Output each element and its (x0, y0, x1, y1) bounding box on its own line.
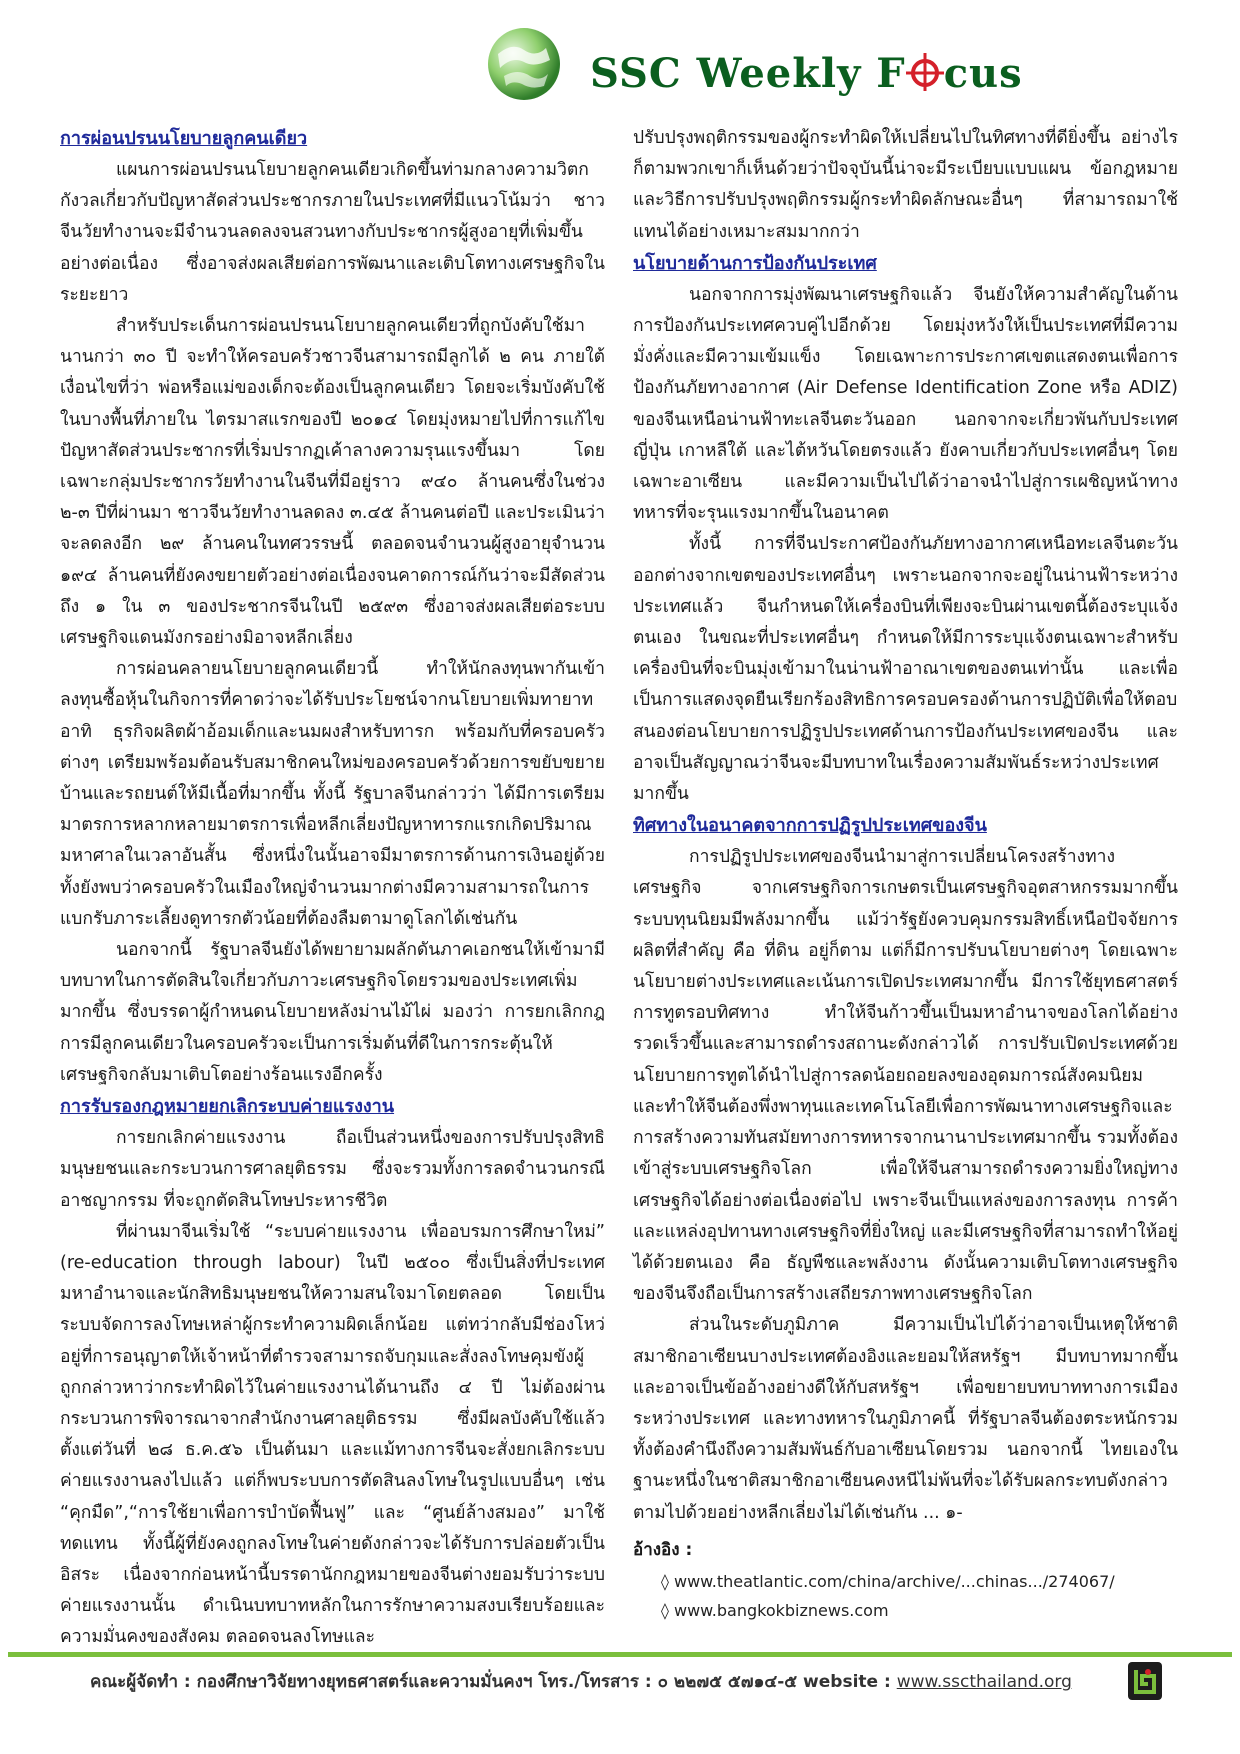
website-link[interactable]: www.sscthailand.org (896, 1672, 1072, 1692)
paragraph: การปฏิรูปประเทศของจีนนำมาสู่การเปลี่ยนโครงสร้างทางเศรษฐกิจ จากเศรษฐกิจการเกษตรเป็นเศรษฐกิจอุตสาหกรรมมากขึ้น ระบบทุนนิยมมีพลังมากขึ้น แม้ว่ารัฐยังควบคุมกรรมสิทธิ์เหนือปัจจัยการผลิตที่สำคัญ คือ ที่ดิน อยู่ก็ตาม แต่ก็มีการปรับนโยบายต่างๆ โดยเฉพาะนโยบายต่างประเทศและเน้นการเปิดประเทศมากขึ้น มีการใช้ยุทธศาสตร์การทูตรอบทิศทาง ทำให้จีนก้าวขึ้นเป็นมหาอำนาจของโลกได้อย่างรวดเร็วขึ้นและสามารถดำรงสถานะดังกล่าวได้ การปรับเปิดประเทศด้วยนโยบายการทูตได้นำไปสู่การลดน้อยถอยลงของอุดมการณ์สังคมนิยม และทำให้จีนต้องพึ่งพาทุนและเทคโนโลยีเพื่อการพัฒนาทางเศรษฐกิจและการสร้างความทันสมัยทางการทหารจากนานาประเทศมากขึ้น รวมทั้งต้องเข้าสู่ระบบเศรษฐกิจโลก เพื่อให้จีนสามารถดำรงความยิ่งใหญ่ทางเศรษฐกิจได้อย่างต่อเนื่องต่อไป เพราะจีนเป็นแหล่งของการลงทุน การค้า และแหล่งอุปทานทางเศรษฐกิจที่ยิ่งใหญ่ และมีเศรษฐกิจที่สามารถทำให้อยู่ได้ด้วยตนเอง คือ ธัญพืชและพลังงาน ดังนั้นความเติบโตทางเศรษฐกิจของจีนจึงถือเป็นการสร้างเสถียรภาพทางเศรษฐกิจโลก (633, 847, 1178, 1305)
crosshair-target-icon (906, 51, 944, 91)
masthead (480, 20, 1180, 110)
globe-logo (484, 24, 564, 104)
section-title-defense-policy: นโยบายด้านการป้องกันประเทศ (633, 252, 877, 274)
references-title: อ้างอิง : (633, 1539, 693, 1560)
footer-divider (8, 1652, 1232, 1657)
paragraph: การผ่อนคลายนโยบายลูกคนเดียวนี้ ทำให้นักลงทุนพากันเข้าลงทุนซื้อหุ้นในกิจการที่คาดว่าจะได้รับประโยชน์จากนโยบายเพิ่มทายาท อาทิ ธุรกิจผลิตผ้าอ้อมเด็กและนมผงสำหรับทารก พร้อมกับที่ครอบครัวต่างๆ เตรียมพร้อมต้อนรับสมาชิกคนใหม่ของครอบครัวด้วยการขยับขยายบ้านและรถยนต์ให้มีเนื้อที่มากขึ้น ทั้งนี้ รัฐบาลจีนกล่าวว่า ได้มีการเตรียมมาตรการหลากหลายมาตรการเพื่อหลีกเลี่ยงปัญหาทารกแรกเกิดปริมาณมหาศาลในเวลาอันสั้น ซึ่งหนึ่งในนั้นอาจมีมาตรการด้านการเงินอยู่ด้วย ทั้งยังพบว่าครอบครัวในเมืองใหญ่จำนวนมากต่างมีความสามารถในการแบกรับภาระเลี้ยงดูทารกตัวน้อยที่ต้องลืมตามาดูโลกได้เช่นกัน (60, 659, 605, 929)
reference-link[interactable]: ◊ www.bangkokbiznews.com (661, 1600, 889, 1620)
paragraph: แผนการผ่อนปรนนโยบายลูกคนเดียวเกิดขึ้นท่ามกลางความวิตกกังวลเกี่ยวกับปัญหาสัดส่วนประชากรภายในประเทศที่มีแนวโน้มว่า ชาวจีนวัยทำงานจะมีจำนวนลดลงจนสวนทางกับประชากรผู้สูงอายุที่เพิ่มขึ้นอย่างต่อเนื่อง ซึ่งอาจส่งผลเสียต่อการพัฒนาและเติบโตทางเศรษฐกิจในระยะยาว (60, 160, 605, 305)
left-column (60, 123, 605, 1654)
brand-title-start: SSC Weekly F (590, 50, 906, 97)
ssc-logo-icon (1128, 1662, 1162, 1700)
brand-title (590, 50, 1023, 97)
paragraph: ที่ผ่านมาจีนเริ่มใช้ “ระบบค่ายแรงงาน เพื่ออบรมการศึกษาใหม่” (re-education through labour) ในปี ๒๕๐๐ ซึ่งเป็นสิ่งที่ประเทศมหาอำนาจและนักสิทธิมนุษยชนให้ความสนใจมาโดยตลอด โดยเป็นระบบจัดการลงโทษเหล่าผู้กระทำความผิดเล็กน้อย แต่ทว่ากลับมีช่องโหว่อยู่ที่การอนุญาตให้เจ้าหน้าที่ตำรวจสามารถจับกุมและสั่งลงโทษคุมขังผู้ถูกกล่าวหาว่ากระทำผิดไว้ในค่ายแรงงานได้นานถึง ๔ ปี ไม่ต้องผ่านกระบวนการพิจารณาจากสำนักงานศาลยุติธรรม ซึ่งมีผลบังคับใช้แล้วตั้งแต่วันที่ ๒๘ ธ.ค.๕๖ เป็นต้นมา และแม้ทางการจีนจะสั่งยกเลิกระบบค่ายแรงงานลงไปแล้ว แต่ก็พบระบบการตัดสินลงโทษในรูปแบบอื่นๆ เช่น “คุกมืด”,“การใช้ยาเพื่อการบำบัดฟื้นฟู” และ “ศูนย์ล้างสมอง” มาใช้ทดแทน ทั้งนี้ผู้ที่ยังคงถูกลงโทษในค่ายดังกล่าวจะได้รับการปล่อยตัวเป็นอิสระ เนื่องจากก่อนหน้านี้บรรดานักกฎหมายของจีนต่างยอมรับว่าระบบค่ายแรงงานนั้น ดำเนินบทบาทหลักในการรักษาความสงบเรียบร้อยและความมั่นคงของสังคม ตลอดจนลงโทษและ (60, 1221, 605, 1648)
footer (90, 1668, 1140, 1695)
paragraph: ส่วนในระดับภูมิภาค มีความเป็นไปได้ว่าอาจเป็นเหตุให้ชาติสมาชิกอาเซียนบางประเทศต้องอิงและยอมให้สหรัฐฯ มีบทบาทมากขึ้นและอาจเป็นข้ออ้างอย่างดีให้กับสหรัฐฯ เพื่อขยายบทบาททางการเมืองระหว่างประเทศ และทางทหารในภูมิภาคนี้ ที่รัฐบาลจีนต้องตระหนักรวมทั้งต้องคำนึงถึงความสัมพันธ์กับอาเซียนโดยรวม นอกจากนี้ ไทยเองในฐานะหนึ่งในชาติสมาชิกอาเซียนคงหนีไม่พ้นที่จะได้รับผลกระทบดังกล่าวตามไปด้วยอย่างหลีกเลี่ยงไม่ได้เช่นกัน ... ๑- (633, 1315, 1178, 1523)
paragraph: การยกเลิกค่ายแรงงาน ถือเป็นส่วนหนึ่งของการปรับปรุงสิทธิมนุษยชนและกระบวนการศาลยุติธรรม ซึ่งจะรวมทั้งการลดจำนวนกรณีอาชญากรรม ที่จะถูกตัดสินโทษประหารชีวิต (60, 1128, 605, 1211)
paragraph: ทั้งนี้ การที่จีนประกาศป้องกันภัยทางอากาศเหนือทะเลจีนตะวันออกต่างจากเขตของประเทศอื่นๆ เพราะนอกจากจะอยู่ในน่านฟ้าระหว่างประเทศแล้ว จีนกำหนดให้เครื่องบินที่เพียงจะบินผ่านเขตนี้ต้องระบุแจ้งตนเอง ในขณะที่ประเทศอื่นๆ กำหนดให้มีการระบุแจ้งตนเฉพาะสำหรับเครื่องบินที่จะบินมุ่งเข้ามาในน่านฟ้าอาณาเขตของตนเท่านั้น และเพื่อเป็นการแสดงจุดยืนเรียกร้องสิทธิการครอบครองด้านการปฏิบัติเพื่อให้ตอบสนองต่อนโยบายการปฏิรูปประเทศด้านการป้องกันประเทศของจีน และอาจเป็นสัญญาณว่าจีนจะมีบทบาทในเรื่องความสัมพันธ์ระหว่างประเทศมากขึ้น (633, 534, 1178, 805)
section-title-one-child-relaxation: การผ่อนปรนนโยบายลูกคนเดียว (60, 128, 308, 149)
brand-title-end: cus (943, 50, 1023, 97)
footer-credits: คณะผู้จัดทำ : กองศึกษาวิจัยทางยุทธศาสตร์และความมั่นคงฯ โทร./โทรสาร : ๐ ๒๒๗๕ ๕๗๑๔-๕ website : (90, 1672, 897, 1692)
paragraph: นอกจากการมุ่งพัฒนาเศรษฐกิจแล้ว จีนยังให้ความสำคัญในด้านการป้องกันประเทศควบคู่ไปอีกด้วย โดยมุ่งหวังให้เป็นประเทศที่มีความมั่งคั่งและมีความเข้มแข็ง โดยเฉพาะการประกาศเขตแสดงตนเพื่อการป้องกันภัยทางอากาศ (Air Defense Identification Zone หรือ ADIZ) ของจีนเหนือน่านฟ้าทะเลจีนตะวันออก นอกจากจะเกี่ยวพันกับประเทศญี่ปุ่น เกาหลีใต้ และไต้หวันโดยตรงแล้ว ยังคาบเกี่ยวกับประเทศอื่นๆ โดยเฉพาะอาเซียน และมีความเป็นไปได้ว่าอาจนำไปสู่การเผชิญหน้าทางทหารที่จะรุนแรงมากขึ้นในอนาคต (633, 284, 1178, 524)
right-column (633, 123, 1178, 1625)
paragraph: นอกจากนี้ รัฐบาลจีนยังได้พยายามผลักดันภาคเอกชนให้เข้ามามีบทบาทในการตัดสินใจเกี่ยวกับภาวะเศรษฐกิจโดยรวมของประเทศเพิ่มมากขึ้น ซึ่งบรรดาผู้กำหนดนโยบายหลังม่านไม้ไผ่ มองว่า การยกเลิกกฎการมีลูกคนเดียวในครอบครัวจะเป็นการเริ่มต้นที่ดีในการกระตุ้นให้เศรษฐกิจกลับมาเติบโตอย่างร้อนแรงอีกครั้ง (60, 940, 605, 1085)
section-title-labour-camp: การรับรองกฎหมายยกเลิกระบบค่ายแรงงาน (60, 1096, 395, 1118)
reference-link[interactable]: ◊ www.theatlantic.com/china/archive/...chinas.../274067/ (661, 1571, 1115, 1591)
paragraph-continued: ปรับปรุงพฤติกรรมของผู้กระทำผิดให้เปลี่ยนไปในทิศทางที่ดียิ่งขึ้น อย่างไรก็ตามพวกเขาก็เห็นด้วยว่าปัจจุบันนี้น่าจะมีระเบียบแบบแผน ข้อกฎหมาย และวิธีการปรับปรุงพฤติกรรมผู้กระทำผิดลักษณะอื่นๆ ที่สามารถมาใช้แทนได้อย่างเหมาะสมมากกว่า (633, 128, 1178, 242)
section-title-future-direction: ทิศทางในอนาคตจากการปฏิรูปประเทศของจีน (633, 815, 987, 837)
paragraph: สำหรับประเด็นการผ่อนปรนนโยบายลูกคนเดียวที่ถูกบังคับใช้มานานกว่า ๓๐ ปี จะทำให้ครอบครัวชาวจีนสามารถมีลูกได้ ๒ คน ภายใต้เงื่อนไขที่ว่า พ่อหรือแม่ของเด็กจะต้องเป็นลูกคนเดียว โดยจะเริ่มบังคับใช้ในบางพื้นที่ภายใน ไตรมาสแรกของปี ๒๐๑๔ โดยมุ่งหมายไปที่การแก้ไขปัญหาสัดส่วนประชากรที่เริ่มปรากฏเค้าลางความรุนแรงขึ้นมา โดยเฉพาะกลุ่มประชากรวัยทำงานในจีนที่มีอยู่ราว ๙๔๐ ล้านคนซึ่งในช่วง ๒-๓ ปีที่ผ่านมา ชาวจีนวัยทำงานลดลง ๓.๔๕ ล้านคนต่อปี และประเมินว่าจะลดลงอีก ๒๙ ล้านคนในทศวรรษนี้ ตลอดจนจำนวนผู้สูงอายุจำนวน ๑๙๔ ล้านคนที่ยังคงขยายตัวอย่างต่อเนื่องจนคาดการณ์กันว่าจะมีสัดส่วนถึง ๑ ใน ๓ ของประชากรจีนในปี ๒๕๙๓ ซึ่งอาจส่งผลเสียต่อระบบเศรษฐกิจแดนมังกรอย่างมิอาจหลีกเลี่ยง (60, 316, 605, 649)
